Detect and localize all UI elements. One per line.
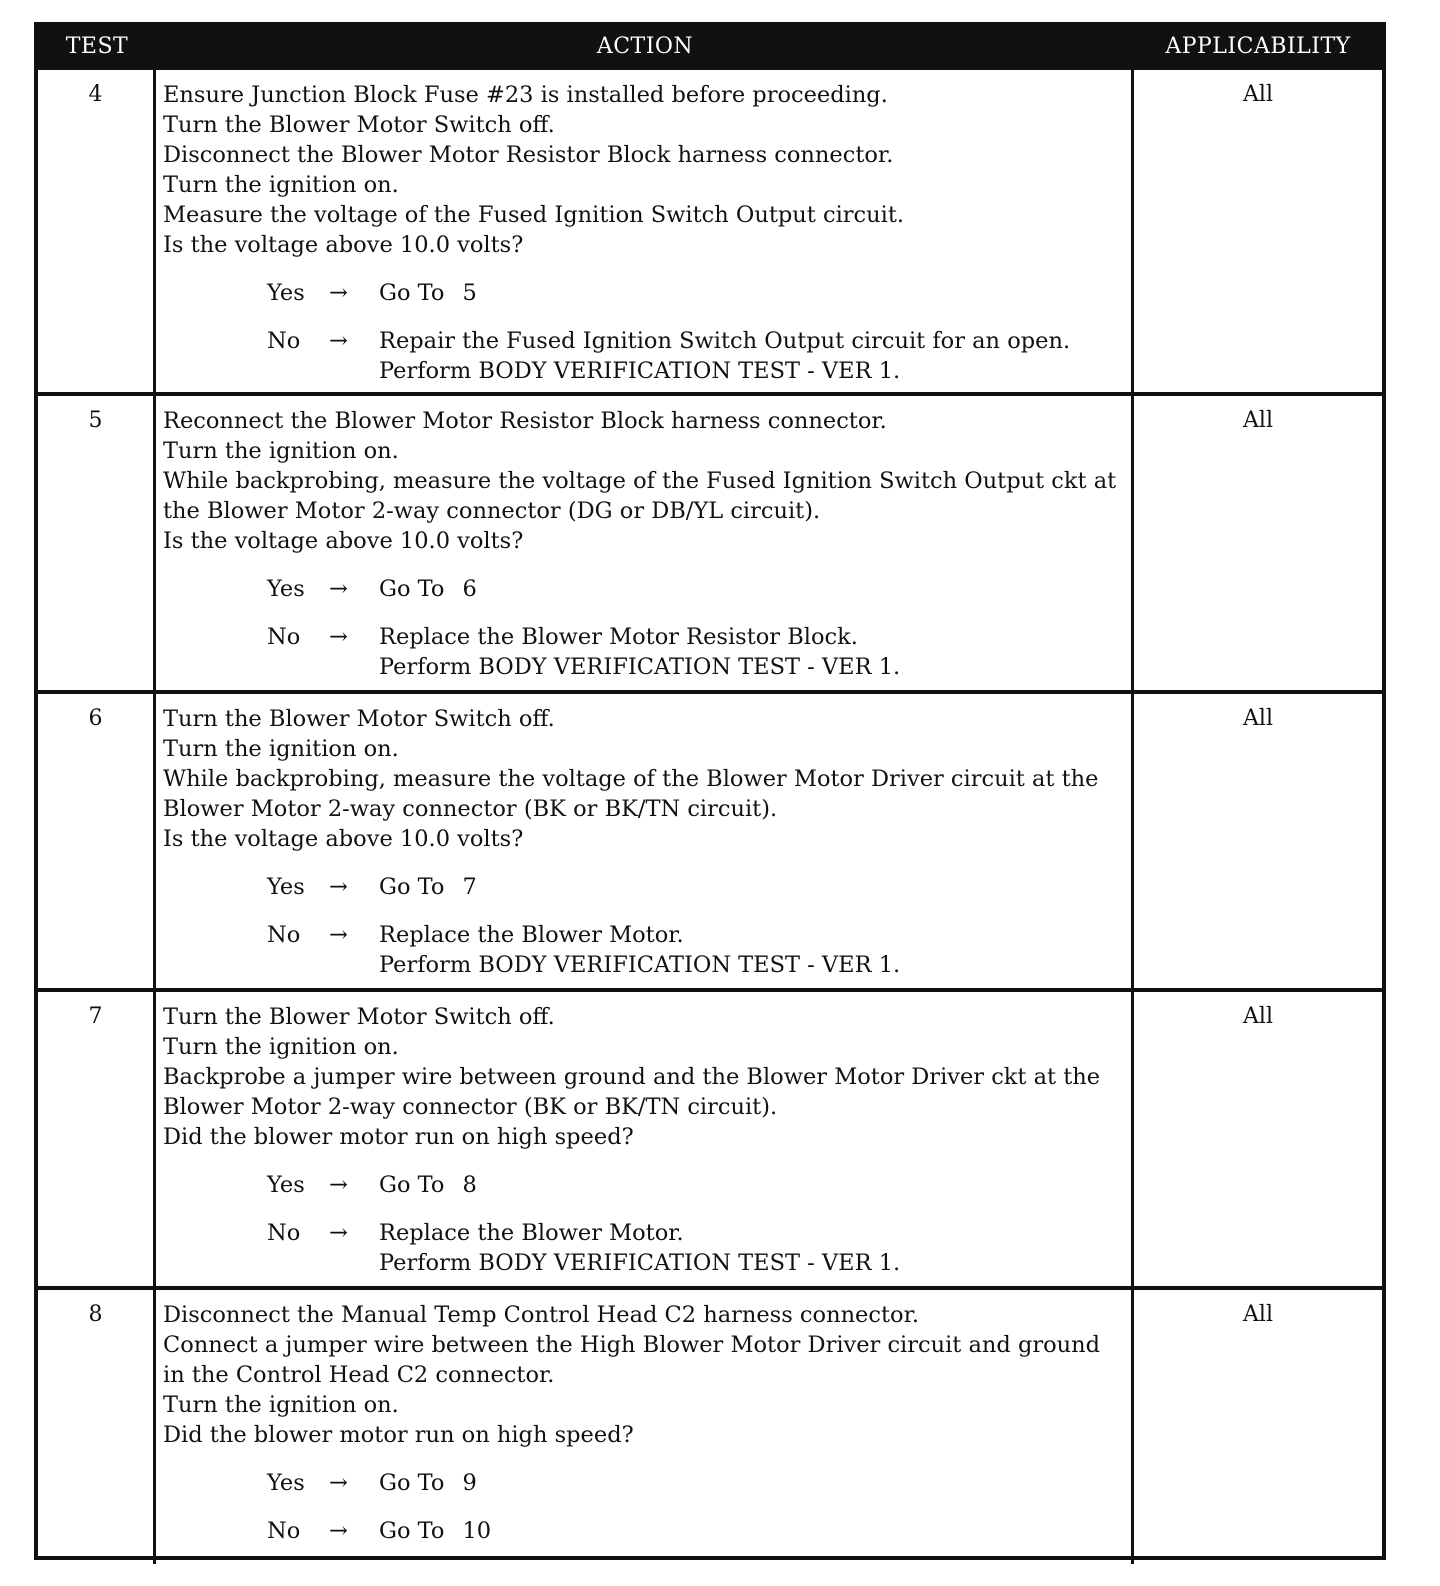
applicability-cell: All [1243,1302,1273,1327]
yes-result [379,1170,1125,1200]
goto-test-number: 7 [462,874,477,900]
arrow-right-icon: → [329,1470,348,1496]
test-number: 5 [38,396,156,690]
action-step: While backprobing, measure the voltage of the Blower Motor Driver circuit at the Blower Motor 2-way connector (BK or BK/TN circuit). [163,766,1099,822]
yes-result [379,574,1125,604]
action-step: Is the voltage above 10.0 volts? [163,826,524,852]
no-result [379,622,1125,682]
table-row-test-7 [38,988,1382,1286]
header-action: ACTION [596,33,694,59]
action-cell [156,396,1134,690]
goto-test-number: 8 [462,1172,477,1198]
arrow-right-icon: → [329,1220,348,1246]
action-step: Reconnect the Blower Motor Resistor Block harness connector. [163,408,887,434]
action-step: Turn the Blower Motor Switch off. [163,1004,555,1030]
header-test: TEST [65,33,129,59]
yes-label: Yes [267,1172,305,1198]
action-cell [156,70,1134,392]
goto-label: Go To [379,1518,445,1544]
yes-result [379,1468,1125,1498]
yes-result [379,278,1125,308]
yes-label: Yes [267,280,305,306]
action-step: Turn the ignition on. [163,736,399,762]
table-row-test-5 [38,392,1382,690]
no-result-line: Replace the Blower Motor. [379,922,684,948]
applicability-cell: All [1243,706,1273,731]
action-step: Ensure Junction Block Fuse #23 is installed before proceeding. [163,82,888,108]
yes-label: Yes [267,874,305,900]
no-result [379,1218,1125,1278]
action-step: Turn the ignition on. [163,1392,399,1418]
goto-label: Go To [379,1172,445,1198]
arrow-right-icon: → [329,922,348,948]
no-result-line: Repair the Fused Ignition Switch Output circuit for an open. [379,328,1071,354]
goto-label: Go To [379,1470,445,1496]
yes-result [379,872,1125,902]
test-number: 6 [38,694,156,988]
action-step: Disconnect the Manual Temp Control Head C2 harness connector. [163,1302,920,1328]
arrow-right-icon: → [329,1172,348,1198]
action-step: Turn the Blower Motor Switch off. [163,112,555,138]
no-result [379,326,1125,386]
no-branch [163,1516,1125,1546]
header-applicability: APPLICABILITY [1165,33,1351,59]
applicability-cell: All [1243,408,1273,433]
diagnostic-test-table [34,22,1386,1560]
no-result-line: Perform BODY VERIFICATION TEST - VER 1. [379,358,901,384]
table-row-test-6 [38,690,1382,988]
yes-branch [163,574,1125,604]
test-number: 8 [38,1290,156,1564]
goto-label: Go To [379,874,445,900]
test-number: 7 [38,992,156,1286]
table-header [38,26,1382,66]
no-label: No [267,1518,301,1544]
no-label: No [267,328,301,354]
yes-branch [163,278,1125,308]
no-label: No [267,1220,301,1246]
arrow-right-icon: → [329,576,348,602]
no-label: No [267,922,301,948]
action-cell [156,992,1134,1286]
action-step: Backprobe a jumper wire between ground and the Blower Motor Driver ckt at the Blower Motor 2-way connector (BK or BK/TN circuit). [163,1064,1101,1120]
yes-label: Yes [267,576,305,602]
no-result [379,1516,1125,1546]
action-cell [156,694,1134,988]
arrow-right-icon: → [329,1518,348,1544]
decision-choices [163,872,1125,980]
applicability-cell: All [1243,82,1273,107]
action-step: Did the blower motor run on high speed? [163,1422,634,1448]
no-branch [163,326,1125,386]
yes-branch [163,872,1125,902]
no-label: No [267,624,301,650]
no-result-line: Perform BODY VERIFICATION TEST - VER 1. [379,952,901,978]
table-row-test-8 [38,1286,1382,1564]
yes-label: Yes [267,1470,305,1496]
action-step: Turn the Blower Motor Switch off. [163,706,555,732]
no-branch [163,1218,1125,1278]
goto-test-number: 10 [462,1518,492,1544]
decision-choices [163,1170,1125,1278]
no-result-line: Replace the Blower Motor. [379,1220,684,1246]
action-cell [156,1290,1134,1564]
action-step: While backprobing, measure the voltage of the Fused Ignition Switch Output ckt at the Blower Motor 2-way connector (DG or DB/YL circuit). [163,468,1117,524]
arrow-right-icon: → [329,624,348,650]
goto-label: Go To [379,576,445,602]
no-result-line: Perform BODY VERIFICATION TEST - VER 1. [379,654,901,680]
decision-choices [163,574,1125,682]
arrow-right-icon: → [329,280,348,306]
yes-branch [163,1468,1125,1498]
no-result [379,920,1125,980]
action-step: Turn the ignition on. [163,172,399,198]
decision-choices [163,1468,1125,1546]
action-step: Turn the ignition on. [163,1034,399,1060]
table-row-test-4 [38,66,1382,392]
action-step: Turn the ignition on. [163,438,399,464]
action-step: Connect a jumper wire between the High Blower Motor Driver circuit and ground in the Control Head C2 connector. [163,1332,1101,1388]
applicability-cell: All [1243,1004,1273,1029]
action-step: Measure the voltage of the Fused Ignition Switch Output circuit. [163,202,905,228]
goto-test-number: 9 [462,1470,477,1496]
arrow-right-icon: → [329,874,348,900]
no-result-line: Perform BODY VERIFICATION TEST - VER 1. [379,1250,901,1276]
test-number: 4 [38,70,156,392]
goto-test-number: 6 [462,576,477,602]
no-branch [163,622,1125,682]
yes-branch [163,1170,1125,1200]
goto-test-number: 5 [462,280,477,306]
arrow-right-icon: → [329,328,348,354]
action-step: Is the voltage above 10.0 volts? [163,232,524,258]
action-step: Is the voltage above 10.0 volts? [163,528,524,554]
goto-label: Go To [379,280,445,306]
no-result-line: Replace the Blower Motor Resistor Block. [379,624,858,650]
action-step: Disconnect the Blower Motor Resistor Block harness connector. [163,142,894,168]
no-branch [163,920,1125,980]
decision-choices [163,278,1125,386]
action-step: Did the blower motor run on high speed? [163,1124,634,1150]
